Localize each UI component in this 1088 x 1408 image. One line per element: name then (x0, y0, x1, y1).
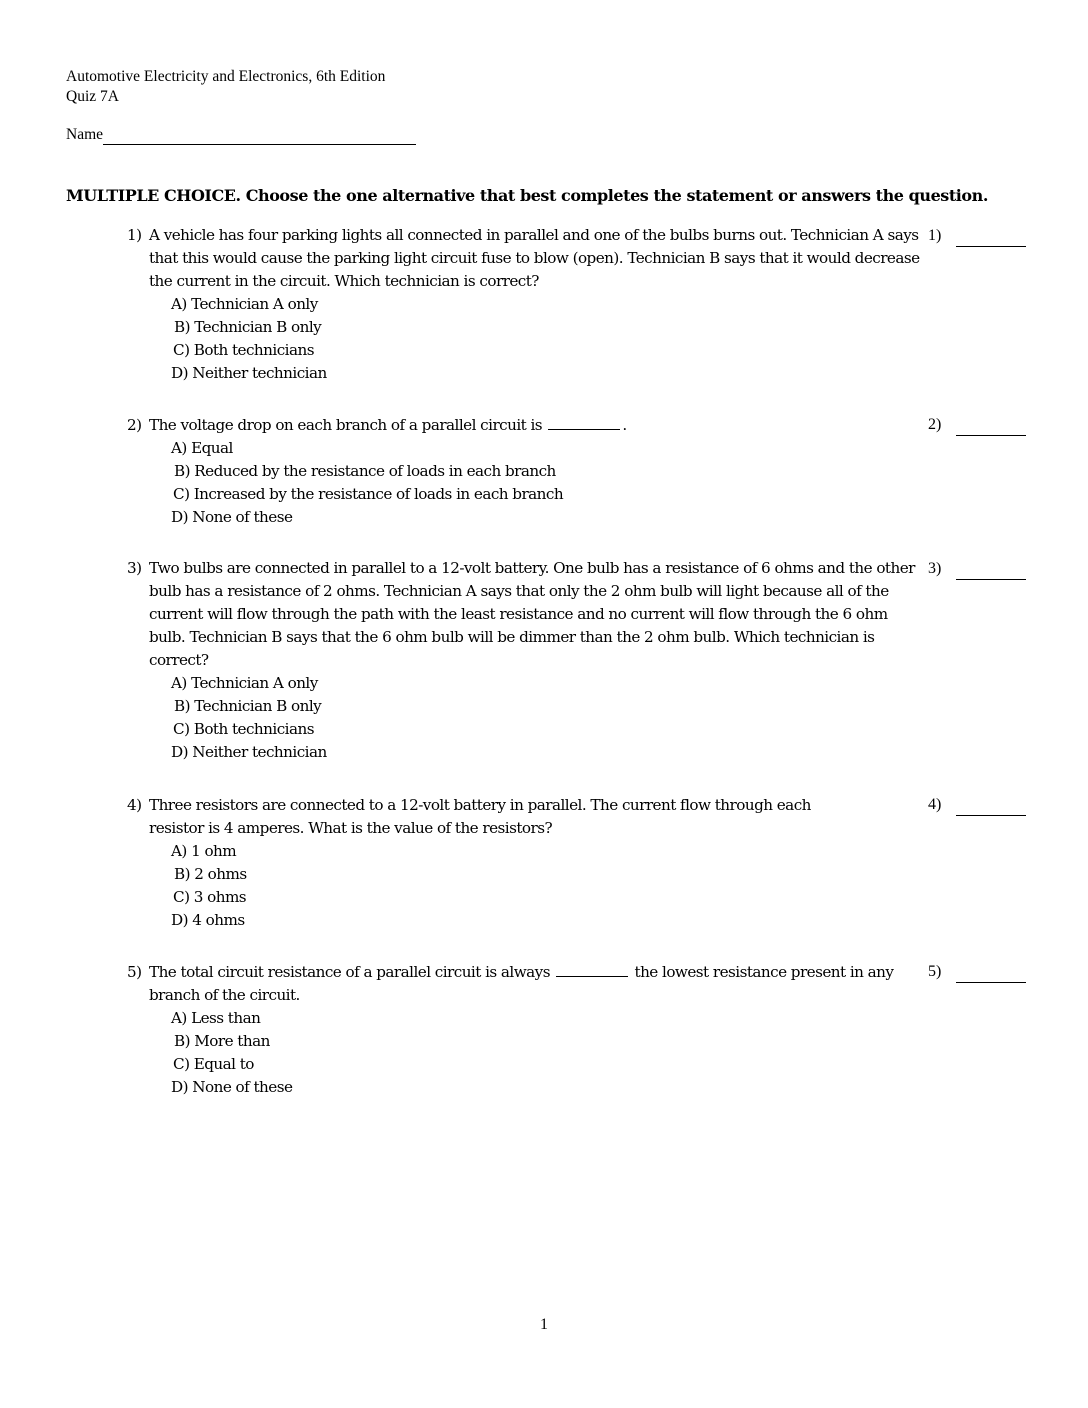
page-number: 1 (540, 1316, 548, 1333)
document-title: Automotive Electricity and Electronics, 6th Edition (66, 68, 386, 85)
question-number: 1) (127, 226, 142, 244)
answer-slot-4 (928, 794, 1026, 816)
answer-label: 4) (928, 796, 942, 813)
option-list (171, 840, 927, 932)
option-c[interactable]: C) Equal to (173, 1055, 254, 1073)
option-a[interactable]: A) 1 ohm (171, 842, 237, 860)
answer-label: 2) (928, 416, 942, 433)
option-c[interactable]: C) 3 ohms (173, 888, 247, 906)
question-text-end: the lowest resistance present in any branch of the circuit. (149, 963, 894, 1004)
answer-blank[interactable] (956, 800, 1026, 816)
question-1 (127, 224, 927, 385)
question-text: Three resistors are connected to a 12-volt battery in parallel. The current flow through each resistor is 4 amperes. What is the value of the resistors? (149, 796, 811, 837)
question-5 (127, 961, 927, 1099)
option-list (171, 672, 927, 764)
answer-blank[interactable] (956, 231, 1026, 247)
name-field[interactable] (103, 128, 416, 145)
answer-slot-1 (928, 225, 1026, 247)
option-list (171, 1007, 927, 1099)
answer-label: 3) (928, 560, 942, 577)
question-text: A vehicle has four parking lights all connected in parallel and one of the bulbs burns out. Technician A says that this would cause the parking light circuit fuse to blow (open). Technician B says that it would decrease the current in the circuit. Which technician is correct? (149, 226, 920, 290)
fill-in-blank (556, 961, 628, 977)
option-b[interactable]: B) More than (174, 1032, 270, 1050)
fill-in-blank (548, 414, 620, 430)
option-d[interactable]: D) Neither technician (171, 743, 327, 761)
answer-slot-2 (928, 414, 1026, 436)
option-d[interactable]: D) None of these (171, 1078, 293, 1096)
option-d[interactable]: D) None of these (171, 508, 293, 526)
name-field-row (66, 125, 416, 145)
question-number: 3) (127, 559, 142, 577)
option-a[interactable]: A) Less than (171, 1009, 261, 1027)
question-4 (127, 794, 927, 932)
answer-blank[interactable] (956, 420, 1026, 436)
option-list (171, 437, 927, 529)
answer-label: 1) (928, 227, 942, 244)
option-a[interactable]: A) Technician A only (171, 674, 318, 692)
answer-blank[interactable] (956, 967, 1026, 983)
question-text: The voltage drop on each branch of a parallel circuit is (149, 416, 543, 434)
option-d[interactable]: D) Neither technician (171, 364, 327, 382)
quiz-label: Quiz 7A (66, 88, 119, 105)
option-c[interactable]: C) Increased by the resistance of loads in each branch (173, 485, 564, 503)
section-instructions: MULTIPLE CHOICE. Choose the one alternative that best completes the statement or answers the question. (66, 186, 988, 205)
option-a[interactable]: A) Technician A only (171, 295, 318, 313)
option-b[interactable]: B) Technician B only (174, 318, 322, 336)
question-2 (127, 414, 927, 529)
question-text: Two bulbs are connected in parallel to a 12-volt battery. One bulb has a resistance of 6 ohms and the other bulb has a resistance of 2 ohms. Technician A says that only the 2 ohm bulb will light because all of the current will flow through the path with the least resistance and no current will flow through the 6 ohm bulb. Technician B says that the 6 ohm bulb will be dimmer than the 2 ohm bulb. Which technician is correct? (149, 559, 915, 669)
question-text: The total circuit resistance of a parallel circuit is always (149, 963, 550, 981)
option-b[interactable]: B) 2 ohms (174, 865, 247, 883)
answer-slot-3 (928, 558, 1026, 580)
question-3 (127, 557, 927, 764)
option-list (171, 293, 927, 385)
answer-blank[interactable] (956, 564, 1026, 580)
option-b[interactable]: B) Technician B only (174, 697, 322, 715)
option-c[interactable]: C) Both technicians (173, 341, 314, 359)
option-d[interactable]: D) 4 ohms (171, 911, 245, 929)
question-number: 2) (127, 416, 142, 434)
answer-label: 5) (928, 963, 942, 980)
option-b[interactable]: B) Reduced by the resistance of loads in each branch (174, 462, 556, 480)
name-label: Name (66, 126, 104, 143)
question-number: 4) (127, 796, 142, 814)
option-a[interactable]: A) Equal (171, 439, 233, 457)
answer-slot-5 (928, 961, 1026, 983)
option-c[interactable]: C) Both technicians (173, 720, 314, 738)
question-number: 5) (127, 963, 142, 981)
question-text-end: . (622, 416, 627, 434)
